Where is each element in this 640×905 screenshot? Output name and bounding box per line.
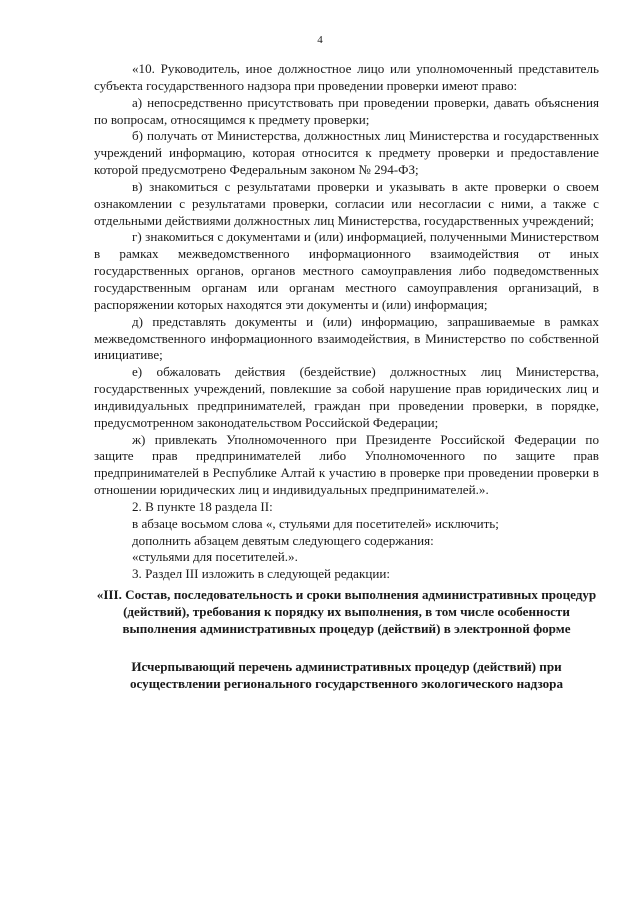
paragraph-item-a: а) непосредственно присутствовать при проведении проверки, давать объяснения по вопросам, относящимся к предмету проверки;: [94, 94, 599, 127]
paragraph-exclude-words: в абзаце восьмом слова «, стульями для посетителей» исключить;: [132, 515, 499, 531]
paragraph-item-v: в) знакомиться с результатами проверки и указывать в акте проверки о своем ознакомлении с результатами проверки, согласии или несогласии с ними, а также с отдельными действиями должностных лиц Министерства, государственных учреждений;: [94, 178, 599, 228]
section-title: «III. Состав, последовательность и сроки выполнения административных процедур (действий), требования к порядку их выполнения, в том числе особенности выполнения административных процедур (действий) в электронной форме: [96, 587, 597, 637]
paragraph-chairs: «стульями для посетителей.».: [132, 549, 298, 565]
paragraph-item-e: е) обжаловать действия (бездействие) должностных лиц Министерства, государственных учреждений, повлекшие за собой нарушение прав юридических лиц и индивидуальных предпринимателей, граждан при проведении проверки, в порядке, предусмотренном законодательством Российской Федерации;: [94, 364, 599, 430]
paragraph-item-d: д) представлять документы и (или) информацию, запрашиваемые в рамках межведомственного информационного взаимодействия, в Министерство по собственной инициативе;: [94, 313, 599, 363]
paragraph-rights-intro: «10. Руководитель, иное должностное лицо или уполномоченный представитель субъекта государственного надзора при проведении проверки имеют право:: [94, 61, 599, 93]
paragraph-item-zh: ж) привлекать Уполномоченного при Президенте Российской Федерации по защите прав предпринимателей либо Уполномоченного по защите прав предпринимателей в Республике Алтай к участию в проверке при проведении проверки в отношении юридических лиц и индивидуальных предпринимателей.».: [94, 431, 599, 498]
page-number: 4: [317, 34, 323, 46]
procedures-list-title: Исчерпывающий перечень административных процедур (действий) при осуществлении регионального государственного экологического надзора: [129, 659, 564, 692]
paragraph-point-2: 2. В пункте 18 раздела II:: [132, 498, 273, 514]
paragraph-point-3: 3. Раздел III изложить в следующей редакции:: [132, 566, 391, 582]
document-body: [94, 61, 599, 692]
paragraph-add-ninth: дополнить абзацем девятым следующего содержания:: [132, 532, 434, 548]
paragraph-item-g: г) знакомиться с документами и (или) информацией, полученными Министерством в рамках межведомственного информационного взаимодействия от иных государственных органов, органов местного самоуправления либо подведомственных государственным органам или органам местного самоуправления организаций, в распоряжении которых находятся эти документы и (или) информация;: [94, 229, 599, 312]
paragraph-item-b: б) получать от Министерства, должностных лиц Министерства и государственных учреждений информацию, которая относится к предмету проверки и предоставление которой предусмотрено Федеральным законом № 294-ФЗ;: [94, 128, 599, 178]
